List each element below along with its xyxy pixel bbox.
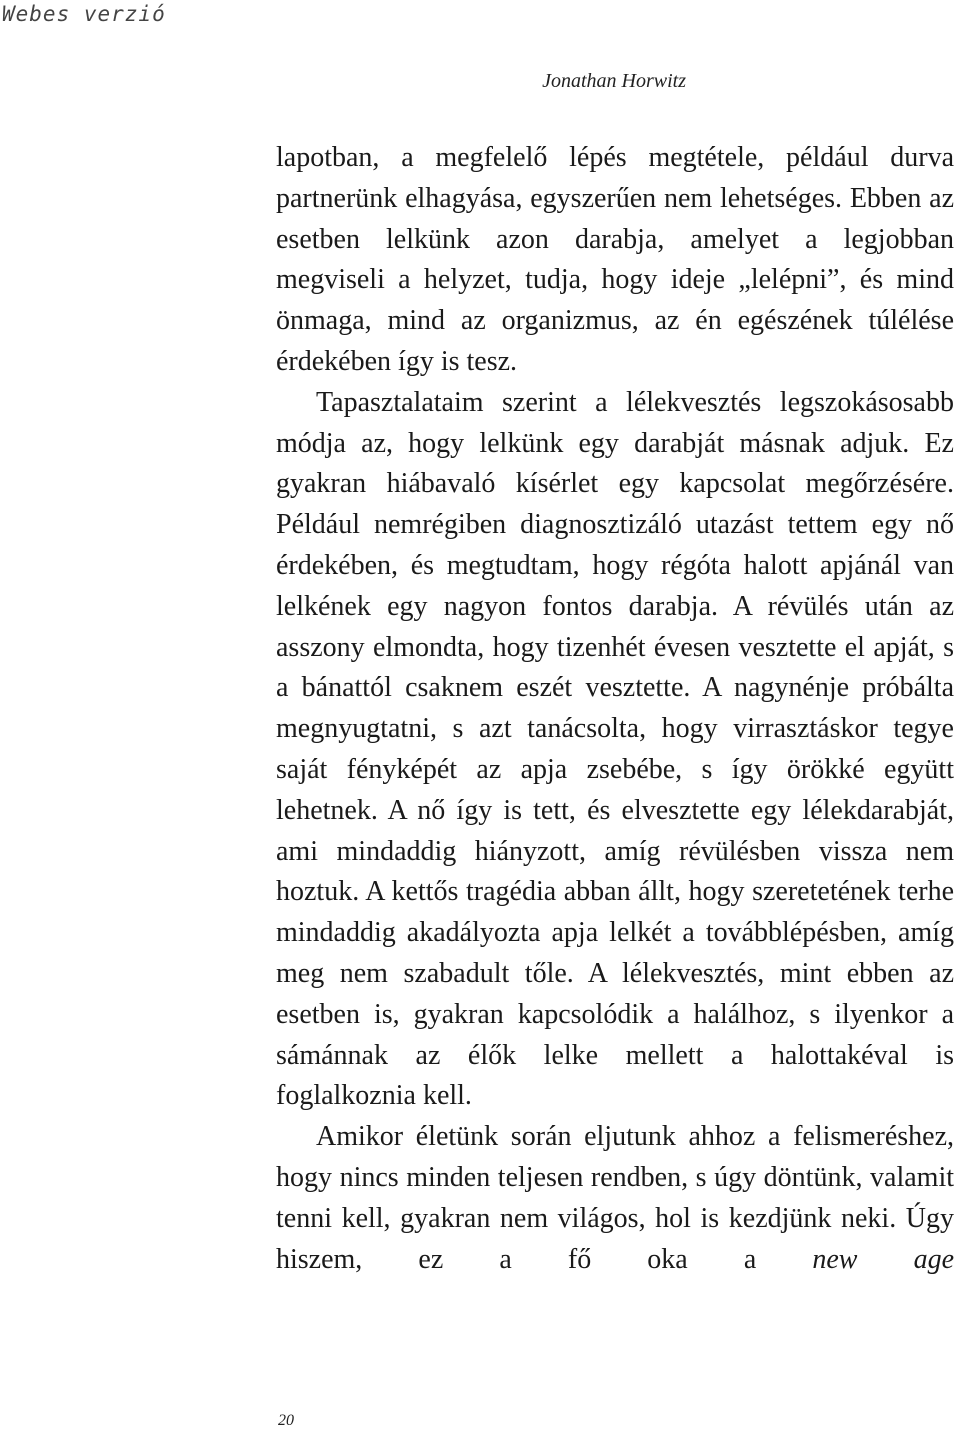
running-head-author: Jonathan Horwitz (542, 70, 686, 92)
paragraph: Tapasztalataim szerint a lélekvesztés legszokásosabb módja az, hogy lelkünk egy darabját másnak adjuk. Ez gyakran hiábavaló kísérlet egy kapcsolat megőrzésére. Például nemrégiben diagnosztizáló utazást tettem egy nő érdekében, és megtudtam, hogy régóta halott apjánál van lelkének egy nagyon fontos darabja. A révülés után az asszony elmondta, hogy tizenhét évesen vesztette el apját, s a bánattól csaknem eszét vesztette. A nagynénje próbálta megnyugtatni, s azt tanácsolta, hogy virrasztáskor tegye saját fényképét az apja zsebébe, s így örökké együtt lehetnek. A nő így is tett, és elvesztette egy lélekdarabját, ami mindaddig hiányzott, amíg révülésben vissza nem hoztuk. A kettős tragédia abban állt, hogy szeretetének terhe mindaddig akadályozta apja lelkét a továbblépésben, amíg meg nem szabadult tőle. A lélekvesztés, mint ebben az esetben is, gyakran kapcsolódik a halálhoz, s ilyenkor a sámánnak az élők lelke mellett a halottakéval is foglalkoznia kell. (276, 386, 954, 1112)
page-number: 20 (278, 1412, 294, 1429)
paragraph-text: Amikor életünk során eljutunk ahhoz a felismeréshez, hogy nincs minden teljesen rendben, s úgy döntünk, valamit tenni kell, gyakran nem világos, hol is kezdjünk neki. Úgy hiszem, ez a fő oka a (276, 1121, 954, 1275)
paragraph (276, 1117, 954, 1280)
paragraph: lapotban, a megfelelő lépés megtétele, például durva partnerünk elhagyása, egyszerűen nem lehetséges. Ebben az esetben lelkünk azon darabja, amelyet a legjobban megviseli a helyzet, tudja, hogy ideje „lelépni”, és mind önmaga, mind az organizmus, az én egészének túlélése érdekében így is tesz. (276, 142, 954, 377)
watermark-label: Webes verzió (2, 2, 166, 26)
body-text (276, 138, 954, 1280)
italic-phrase: new age (812, 1243, 955, 1275)
